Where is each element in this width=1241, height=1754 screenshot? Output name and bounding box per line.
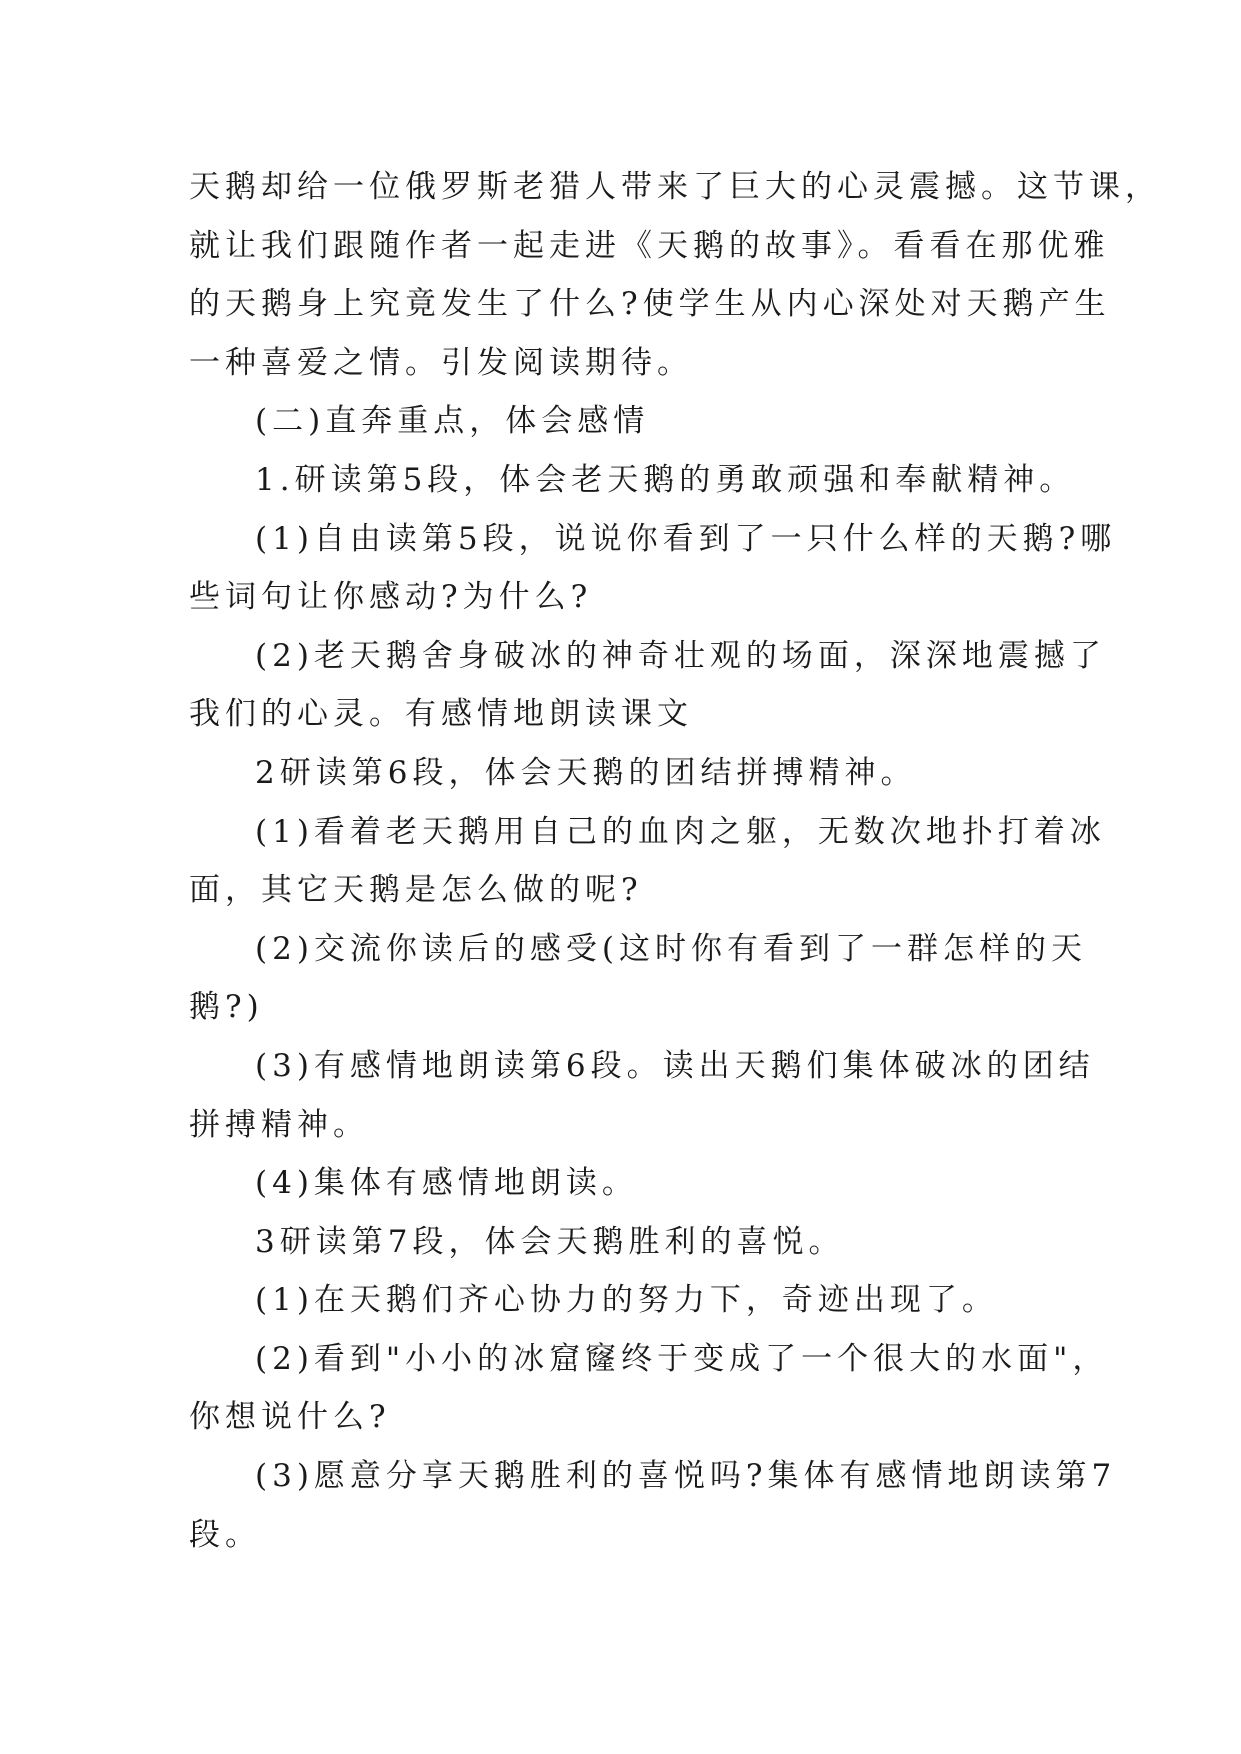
text-line: (4)集体有感情地朗读。 bbox=[255, 1165, 638, 1202]
text-line: 面，其它天鹅是怎么做的呢? bbox=[189, 872, 643, 909]
text-line: 就让我们跟随作者一起走进《天鹅的故事》。看看在那优雅 bbox=[189, 227, 1110, 264]
text-line: 天鹅却给一位俄罗斯老猎人带来了巨大的心灵震撼。这节课， bbox=[189, 169, 1161, 205]
text-line: (3)有感情地朗读第6段。读出天鹅们集体破冰的团结 bbox=[255, 1047, 1095, 1084]
text-line: (1)在天鹅们齐心协力的努力下，奇迹出现了。 bbox=[255, 1282, 998, 1319]
text-line: 一种喜爱之情。引发阅读期待。 bbox=[189, 344, 693, 381]
text-line: (3)愿意分享天鹅胜利的喜悦吗?集体有感情地朗读第7 bbox=[255, 1458, 1117, 1495]
text-line: 些词句让你感动?为什么? bbox=[189, 579, 593, 616]
text-line: 2研读第6段，体会天鹅的团结拼搏精神。 bbox=[255, 754, 917, 791]
text-line: 拼搏精神。 bbox=[189, 1106, 369, 1143]
text-line: 段。 bbox=[189, 1516, 261, 1553]
section-heading: (二)直奔重点，体会感情 bbox=[255, 403, 650, 440]
text-line: 的天鹅身上究竟发生了什么?使学生从内心深处对天鹅产生 bbox=[189, 286, 1111, 323]
document-body bbox=[189, 158, 1161, 1564]
text-line: (1)看着老天鹅用自己的血肉之躯，无数次地扑打着冰 bbox=[255, 813, 1106, 850]
text-line: 鹅?) bbox=[189, 989, 264, 1026]
text-line: 3研读第7段，体会天鹅胜利的喜悦。 bbox=[255, 1223, 845, 1260]
text-line: (2)交流你读后的感受(这时你有看到了一群怎样的天 bbox=[255, 930, 1088, 967]
text-line: (2)看到"小小的冰窟窿终于变成了一个很大的水面"， bbox=[255, 1340, 1109, 1377]
text-line: 1.研读第5段，体会老天鹅的勇敢顽强和奉献精神。 bbox=[255, 461, 1076, 498]
text-line: (1)自由读第5段，说说你看到了一只什么样的天鹅?哪 bbox=[255, 520, 1117, 557]
text-line: 你想说什么? bbox=[189, 1399, 391, 1436]
text-line: 我们的心灵。有感情地朗读课文 bbox=[189, 696, 693, 733]
text-line: (2)老天鹅舍身破冰的神奇壮观的场面，深深地震撼了 bbox=[255, 637, 1106, 674]
